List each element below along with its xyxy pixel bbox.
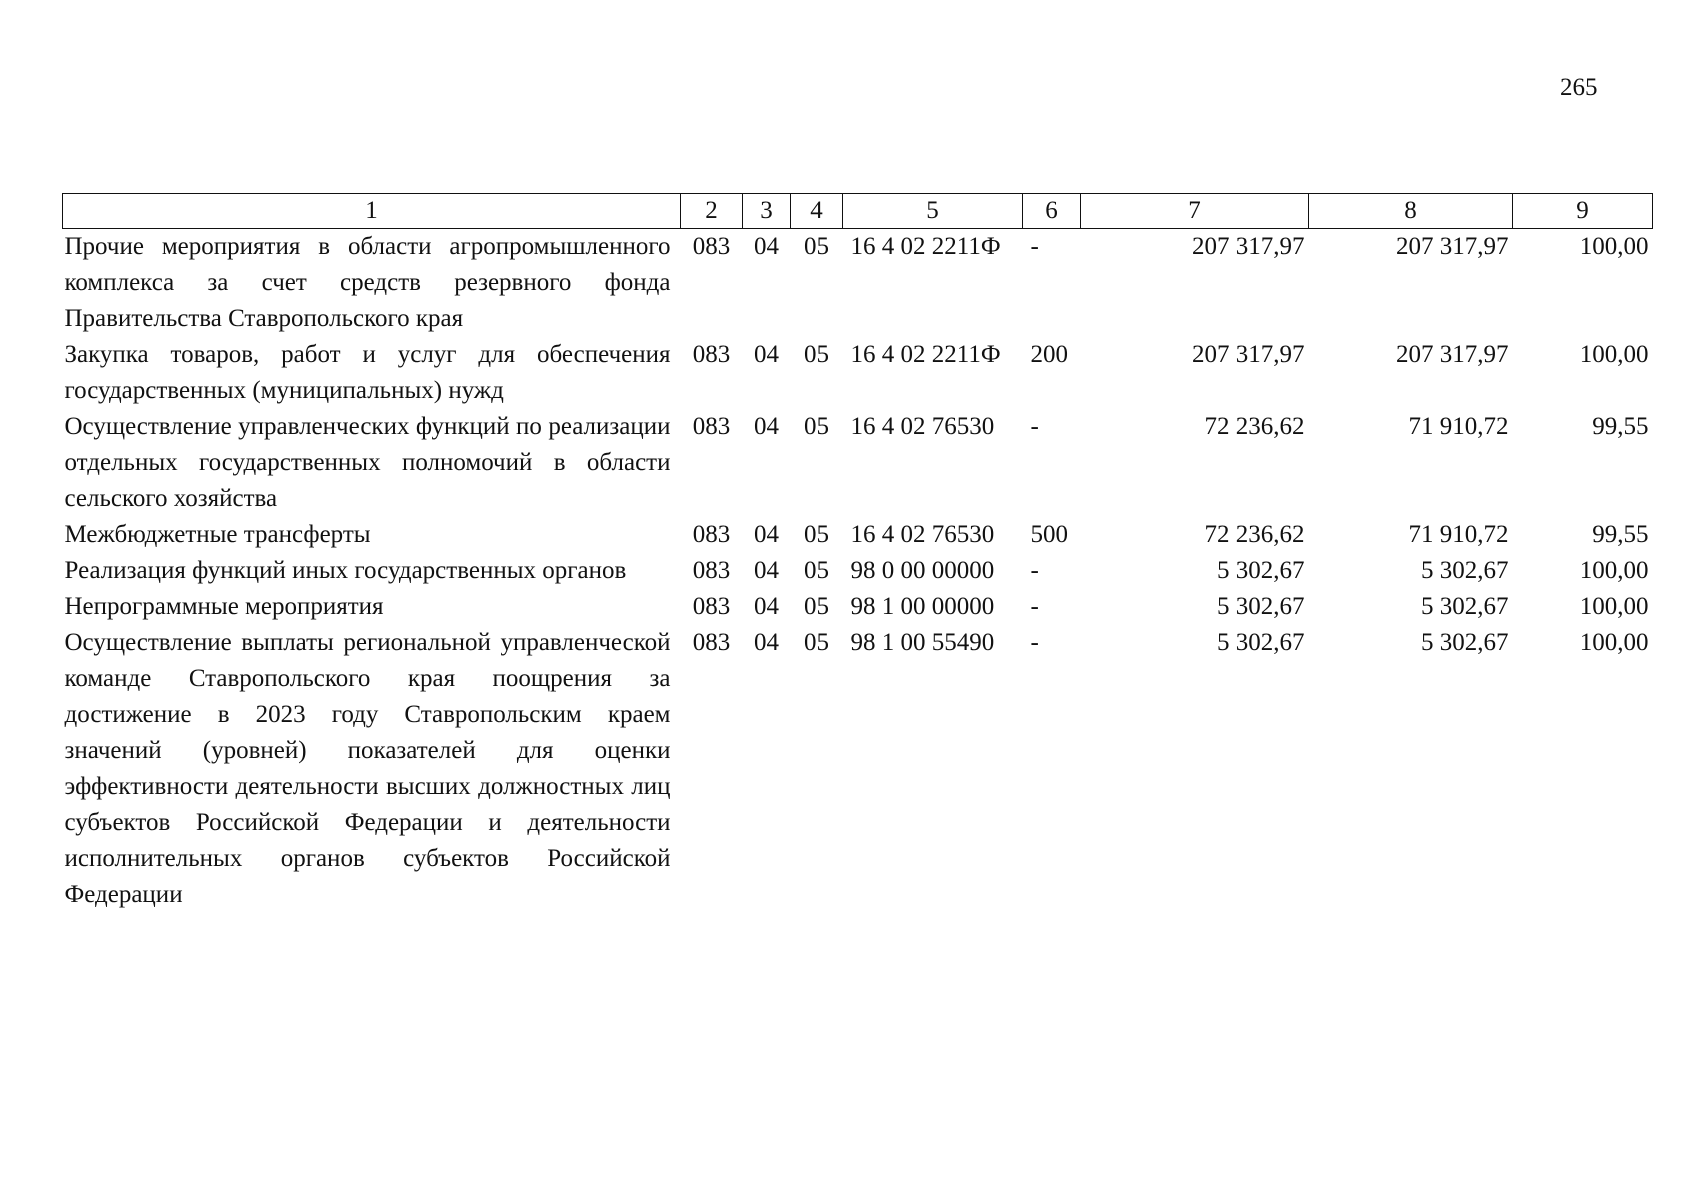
actual-amount: 71 910,72 <box>1408 521 1509 548</box>
target-article-code: 16 4 02 76530 <box>850 521 995 548</box>
ministry-code: 083 <box>692 413 731 440</box>
expense-type-code: - <box>1030 233 1039 260</box>
plan-amount: 5 302,67 <box>1217 593 1305 620</box>
section-code: 04 <box>754 593 779 620</box>
execution-percent: 100,00 <box>1579 557 1649 584</box>
actual-amount: 5 302,67 <box>1421 557 1509 584</box>
execution-percent: 99,55 <box>1592 521 1649 548</box>
target-article-code: 98 1 00 00000 <box>850 593 995 620</box>
expense-type-code: - <box>1030 557 1039 584</box>
budget-table <box>62 193 1653 913</box>
plan-amount: 72 236,62 <box>1204 413 1305 440</box>
row-name: Непрограммные мероприятия <box>64 593 384 620</box>
row-name: Осуществление выплаты региональной управленческой команде Ставропольского края поощрения за достижение в 2023 году Ставропольским краем значений (уровней) показателей для оценки эффективности деятельности высших должностных лиц субъектов Российской Федерации и деятельности исполнительных органов субъектов Российской Федерации <box>64 629 671 908</box>
ministry-code: 083 <box>692 593 731 620</box>
execution-percent: 100,00 <box>1579 629 1649 656</box>
subsection-code: 05 <box>804 233 829 260</box>
plan-amount: 5 302,67 <box>1217 557 1305 584</box>
table-row <box>63 409 1653 517</box>
target-article-code: 98 0 00 00000 <box>850 557 995 584</box>
subsection-code: 05 <box>804 629 829 656</box>
row-name: Реализация функций иных государственных органов <box>64 557 627 584</box>
section-code: 04 <box>754 233 779 260</box>
expense-type-code: - <box>1030 593 1039 620</box>
actual-amount: 207 317,97 <box>1396 233 1509 260</box>
ministry-code: 083 <box>692 341 731 368</box>
execution-percent: 100,00 <box>1579 593 1649 620</box>
section-code: 04 <box>754 521 779 548</box>
subsection-code: 05 <box>804 557 829 584</box>
table-row <box>63 625 1653 913</box>
header-col-6: 6 <box>1023 194 1081 229</box>
expense-type-code: - <box>1030 629 1039 656</box>
header-col-8: 8 <box>1309 194 1513 229</box>
plan-amount: 72 236,62 <box>1204 521 1305 548</box>
ministry-code: 083 <box>692 233 731 260</box>
ministry-code: 083 <box>692 521 731 548</box>
subsection-code: 05 <box>804 593 829 620</box>
plan-amount: 207 317,97 <box>1192 341 1305 368</box>
page-number: 265 <box>1560 74 1598 101</box>
ministry-code: 083 <box>692 557 731 584</box>
plan-amount: 207 317,97 <box>1192 233 1305 260</box>
plan-amount: 5 302,67 <box>1217 629 1305 656</box>
execution-percent: 100,00 <box>1579 233 1649 260</box>
target-article-code: 98 1 00 55490 <box>850 629 995 656</box>
ministry-code: 083 <box>692 629 731 656</box>
row-name: Межбюджетные трансферты <box>64 521 371 548</box>
expense-type-code: 500 <box>1030 521 1068 548</box>
header-col-5: 5 <box>843 194 1023 229</box>
subsection-code: 05 <box>804 341 829 368</box>
row-name: Прочие мероприятия в области агропромышленного комплекса за счет средств резервного фонда Правительства Ставропольского края <box>64 233 671 332</box>
section-code: 04 <box>754 629 779 656</box>
actual-amount: 5 302,67 <box>1421 593 1509 620</box>
actual-amount: 207 317,97 <box>1396 341 1509 368</box>
target-article-code: 16 4 02 76530 <box>850 413 995 440</box>
table-row <box>63 553 1653 589</box>
table-header-row <box>63 194 1653 229</box>
expense-type-code: 200 <box>1030 341 1068 368</box>
header-col-9: 9 <box>1513 194 1653 229</box>
header-col-1: 1 <box>63 194 681 229</box>
table-row <box>63 517 1653 553</box>
target-article-code: 16 4 02 2211Ф <box>850 233 1001 260</box>
row-name: Закупка товаров, работ и услуг для обеспечения государственных (муниципальных) нужд <box>64 341 671 404</box>
execution-percent: 100,00 <box>1579 341 1649 368</box>
section-code: 04 <box>754 557 779 584</box>
execution-percent: 99,55 <box>1592 413 1649 440</box>
header-col-2: 2 <box>681 194 743 229</box>
subsection-code: 05 <box>804 521 829 548</box>
target-article-code: 16 4 02 2211Ф <box>850 341 1001 368</box>
section-code: 04 <box>754 413 779 440</box>
table-row <box>63 337 1653 409</box>
row-name: Осуществление управленческих функций по реализации отдельных государственных полномочий в области сельского хозяйства <box>64 413 671 512</box>
table-row <box>63 229 1653 338</box>
header-col-3: 3 <box>743 194 791 229</box>
header-col-7: 7 <box>1081 194 1309 229</box>
actual-amount: 5 302,67 <box>1421 629 1509 656</box>
subsection-code: 05 <box>804 413 829 440</box>
expense-type-code: - <box>1030 413 1039 440</box>
section-code: 04 <box>754 341 779 368</box>
table-row <box>63 589 1653 625</box>
header-col-4: 4 <box>791 194 843 229</box>
actual-amount: 71 910,72 <box>1408 413 1509 440</box>
